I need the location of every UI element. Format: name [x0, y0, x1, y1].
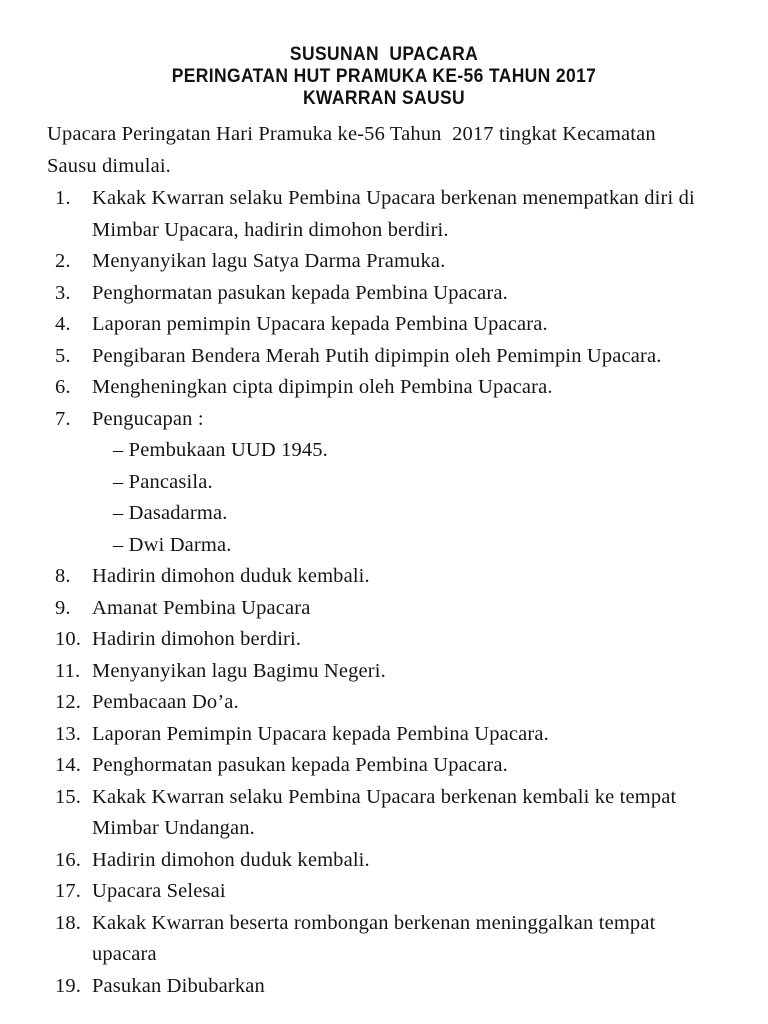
- item-number: 4.: [55, 313, 71, 335]
- item-number: 13.: [55, 722, 82, 745]
- item-text-line: Penghormatan pasukan kepada Pembina Upacara.: [92, 754, 508, 776]
- item-number: 18.: [55, 911, 82, 934]
- list-item: [47, 278, 695, 310]
- sub-item-line: – Dasadarma.: [113, 502, 228, 524]
- item-text-line: Pembacaan Do’a.: [92, 691, 239, 713]
- item-text-line: Menyanyikan lagu Satya Darma Pramuka.: [92, 250, 446, 272]
- sub-item-line: – Dwi Darma.: [113, 533, 232, 556]
- item-number: 6.: [55, 376, 71, 398]
- list-item: [47, 341, 695, 373]
- title-line: PERINGATAN HUT PRAMUKA KE-56 TAHUN 2017: [171, 66, 597, 87]
- item-text-line: Hadirin dimohon duduk kembali.: [92, 848, 370, 871]
- list-item: [47, 593, 695, 625]
- list-item: [47, 782, 695, 845]
- item-number: 7.: [55, 407, 71, 430]
- list-item: [47, 908, 695, 971]
- item-text-line: Pasukan Dibubarkan: [92, 974, 265, 997]
- intro-line: Sausu dimulai.: [47, 154, 171, 177]
- intro-paragraph: [47, 119, 656, 182]
- item-number: 5.: [55, 344, 71, 367]
- list-item: [47, 687, 695, 719]
- list-item: [47, 719, 695, 751]
- list-item: [47, 372, 695, 404]
- intro-line: Upacara Peringatan Hari Pramuka ke-56 Tahun 2017 tingkat Kecamatan: [47, 123, 656, 145]
- sub-item-line: – Pembukaan UUD 1945.: [113, 439, 328, 461]
- list-item: [47, 845, 695, 877]
- item-number: 10.: [55, 628, 82, 650]
- item-text-line: Hadirin dimohon duduk kembali.: [92, 565, 370, 587]
- item-text-line: upacara: [92, 943, 157, 965]
- item-text-line: Mimbar Undangan.: [92, 817, 255, 839]
- item-text-line: Laporan Pemimpin Upacara kepada Pembina Upacara.: [92, 722, 549, 745]
- list-item: [47, 183, 695, 246]
- title-line: SUSUNAN UPACARA: [289, 44, 479, 65]
- item-text-line: Kakak Kwarran selaku Pembina Upacara berkenan kembali ke tempat: [92, 785, 677, 808]
- item-number: 8.: [55, 565, 71, 587]
- item-number: 9.: [55, 596, 71, 619]
- list-item: [47, 561, 695, 593]
- list-item: [47, 624, 695, 656]
- item-text-line: Kakak Kwarran selaku Pembina Upacara berkenan menempatkan diri di: [92, 187, 695, 209]
- item-number: 3.: [55, 281, 71, 304]
- item-number: 2.: [55, 250, 71, 272]
- item-number: 17.: [55, 880, 82, 902]
- item-text-line: Mengheningkan cipta dipimpin oleh Pembina Upacara.: [92, 376, 553, 398]
- item-text-line: Kakak Kwarran beserta rombongan berkenan meninggalkan tempat: [92, 911, 656, 934]
- item-text-line: Amanat Pembina Upacara: [92, 596, 311, 619]
- item-text-line: Hadirin dimohon berdiri.: [92, 628, 302, 650]
- item-text-line: Menyanyikan lagu Bagimu Negeri.: [92, 659, 386, 682]
- item-text-line: Upacara Selesai: [92, 880, 226, 902]
- item-number: 1.: [55, 187, 71, 209]
- list-item: [47, 246, 695, 278]
- item-number: 14.: [55, 754, 82, 776]
- list-item: [47, 656, 695, 688]
- item-text-line: Mimbar Upacara, hadirin dimohon berdiri.: [92, 218, 449, 241]
- sub-item-line: – Pancasila.: [113, 470, 213, 493]
- item-text-line: Pengucapan :: [92, 407, 204, 430]
- document-title: [44, 44, 725, 110]
- list-item: [47, 750, 695, 782]
- list-item: [47, 309, 695, 341]
- list-item: [47, 876, 695, 908]
- item-number: 19.: [55, 974, 82, 997]
- item-text-line: Pengibaran Bendera Merah Putih dipimpin oleh Pemimpin Upacara.: [92, 344, 662, 367]
- item-text-line: Laporan pemimpin Upacara kepada Pembina Upacara.: [92, 313, 548, 335]
- list-item: [47, 404, 695, 562]
- item-number: 12.: [55, 691, 82, 713]
- list-item: [47, 971, 695, 1003]
- item-number: 15.: [55, 785, 82, 808]
- item-number: 16.: [55, 848, 82, 871]
- title-line: KWARRAN SAUSU: [302, 88, 466, 109]
- ceremony-sequence-list: [47, 183, 695, 1002]
- item-number: 11.: [55, 659, 81, 682]
- item-text-line: Penghormatan pasukan kepada Pembina Upacara.: [92, 281, 508, 304]
